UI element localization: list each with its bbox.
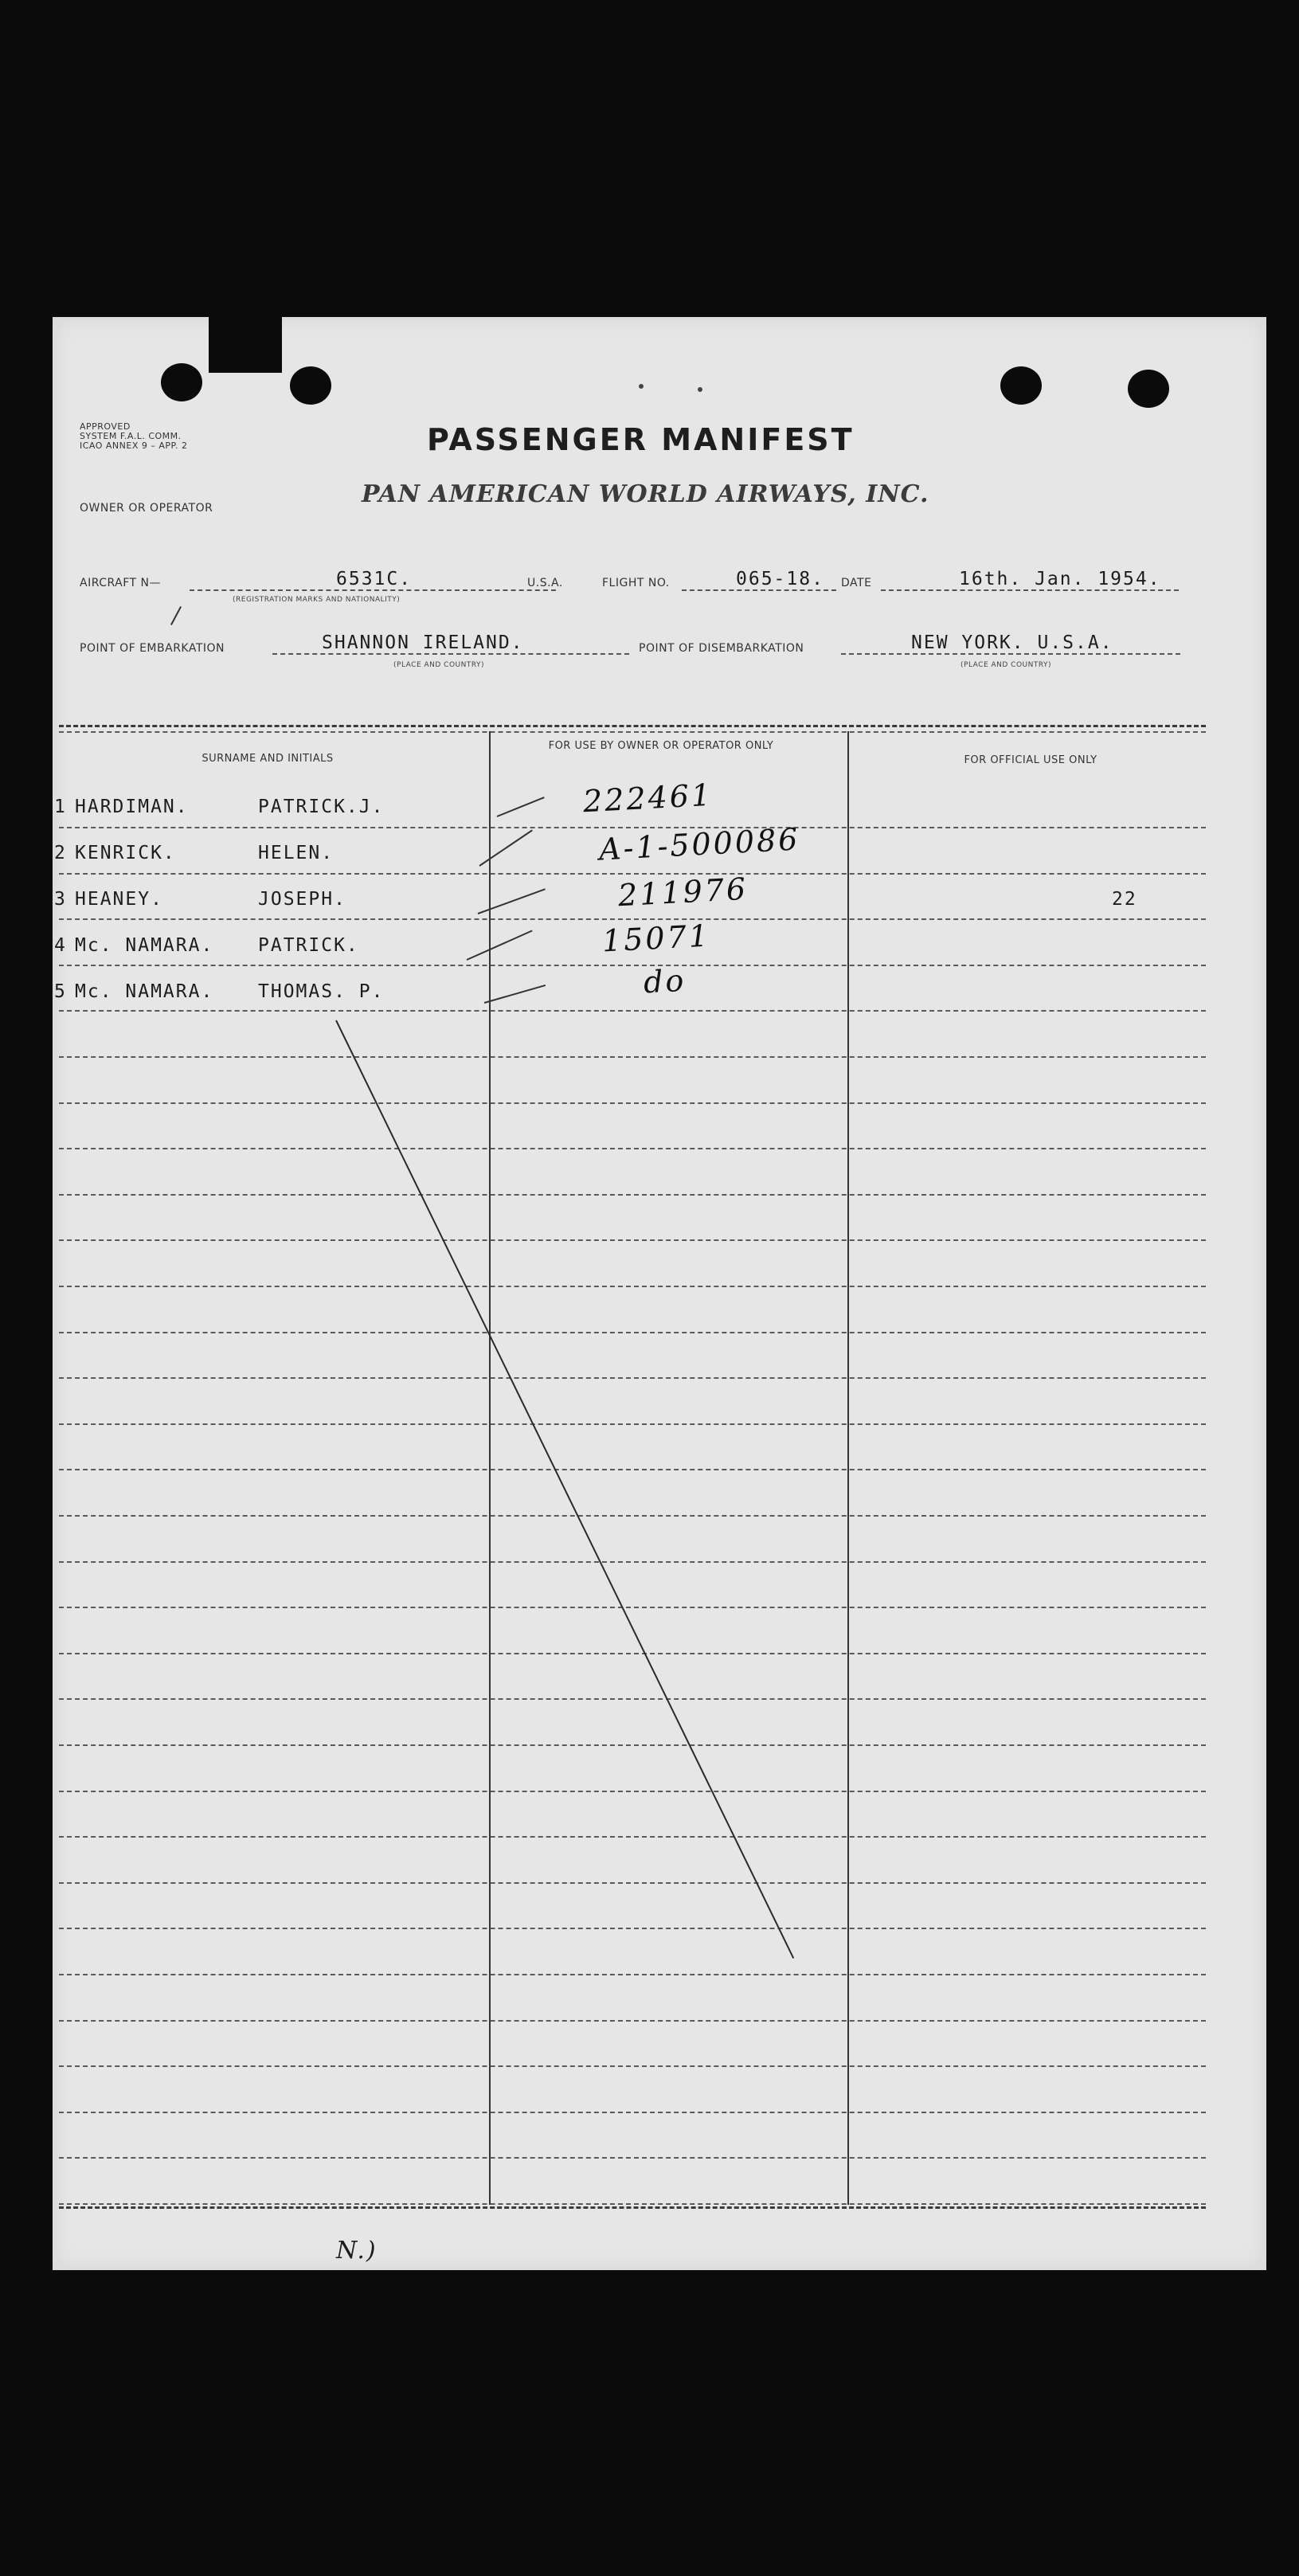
punch-hole	[1000, 366, 1042, 405]
date-value: 16th. Jan. 1954.	[959, 569, 1161, 589]
embark-fill-line	[272, 653, 629, 655]
passenger-given-name: JOSEPH.	[258, 889, 346, 910]
check-mark	[467, 930, 533, 960]
row-number: 1	[54, 797, 65, 817]
column-header-official: FOR OFFICIAL USE ONLY	[964, 754, 1097, 766]
disembark-label: POINT OF DISEMBARKATION	[639, 642, 804, 655]
passenger-reference: do	[642, 962, 687, 1000]
row-rule	[59, 2157, 1206, 2159]
row-rule	[59, 2112, 1206, 2113]
row-number: 5	[54, 981, 65, 1002]
table-bottom-rule	[59, 2206, 1206, 2209]
row-rule	[59, 1607, 1206, 1608]
passenger-reference: 15071	[601, 918, 711, 959]
row-rule	[59, 1102, 1206, 1104]
passenger-reference: A-1-500086	[598, 821, 801, 867]
table-top-rule	[59, 731, 1206, 733]
row-rule	[59, 1148, 1206, 1149]
flight-fill-line	[682, 589, 836, 591]
row-rule	[59, 827, 1206, 828]
row-rule	[59, 1469, 1206, 1470]
row-rule	[59, 2020, 1206, 2022]
approval-line: APPROVED	[80, 421, 131, 432]
row-rule	[59, 1377, 1206, 1379]
row-rule	[59, 1286, 1206, 1287]
row-rule	[59, 1194, 1206, 1196]
row-rule	[59, 1239, 1206, 1241]
row-rule	[59, 1515, 1206, 1517]
page-tab	[209, 317, 282, 373]
row-number: 4	[54, 935, 65, 956]
date-label: DATE	[841, 577, 872, 589]
column-header-owner: FOR USE BY OWNER OR OPERATOR ONLY	[548, 740, 774, 752]
row-rule	[59, 1974, 1206, 1975]
usa-label: U.S.A.	[527, 577, 563, 589]
check-mark	[479, 829, 532, 866]
disembark-value: NEW YORK. U.S.A.	[911, 632, 1113, 653]
page-title: PASSENGER MANIFEST	[427, 422, 855, 457]
pen-mark	[170, 606, 182, 625]
punch-hole	[1128, 370, 1169, 408]
disembark-fill-line	[841, 653, 1180, 655]
row-rule	[59, 1056, 1206, 1058]
disembark-sub: (PLACE AND COUNTRY)	[961, 661, 1052, 669]
passenger-reference: 222461	[581, 777, 714, 820]
row-rule	[59, 873, 1206, 875]
row-rule	[59, 1744, 1206, 1746]
passenger-given-name: HELEN.	[258, 843, 335, 863]
embark-label: POINT OF EMBARKATION	[80, 642, 225, 655]
column-header-names: SURNAME AND INITIALS	[202, 753, 334, 765]
row-rule	[59, 1928, 1206, 1929]
passenger-surname: HEANEY.	[75, 889, 163, 910]
strike-through-line	[335, 1020, 794, 1959]
embark-sub: (PLACE AND COUNTRY)	[393, 661, 485, 669]
row-rule	[59, 2065, 1206, 2067]
row-rule	[59, 1010, 1206, 1012]
passenger-given-name: THOMAS. P.	[258, 981, 385, 1002]
row-rule	[59, 1561, 1206, 1563]
row-rule	[59, 965, 1206, 966]
row-rule	[59, 1791, 1206, 1792]
passenger-given-name: PATRICK.J.	[258, 797, 385, 817]
row-rule	[59, 1698, 1206, 1700]
embark-value: SHANNON IRELAND.	[322, 632, 524, 653]
column-divider	[847, 731, 849, 2205]
manifest-sheet	[53, 317, 1266, 2270]
approval-line: ICAO ANNEX 9 – APP. 2	[80, 440, 188, 451]
speck	[698, 387, 702, 392]
column-divider	[489, 731, 491, 2205]
aircraft-value: 6531C.	[336, 569, 413, 589]
owner-label: OWNER OR OPERATOR	[80, 502, 213, 515]
passenger-surname: Mc. NAMARA.	[75, 935, 214, 956]
aircraft-fill-line	[190, 589, 556, 591]
check-mark	[478, 888, 546, 914]
check-mark	[497, 797, 545, 817]
punch-hole	[290, 366, 331, 405]
approval-line: SYSTEM F.A.L. COMM.	[80, 431, 182, 441]
row-rule	[59, 1882, 1206, 1884]
official-value: 22	[1112, 889, 1137, 910]
speck	[639, 384, 644, 389]
row-number: 2	[54, 843, 65, 863]
flight-value: 065-18.	[736, 569, 824, 589]
footer-handwriting: N.)	[336, 2237, 378, 2265]
row-rule	[59, 1836, 1206, 1838]
date-fill-line	[881, 589, 1179, 591]
row-rule	[59, 1653, 1206, 1654]
airline-name: PAN AMERICAN WORLD AIRWAYS, INC.	[362, 480, 929, 508]
passenger-surname: Mc. NAMARA.	[75, 981, 214, 1002]
check-mark	[484, 985, 546, 1004]
punch-hole	[161, 363, 202, 401]
passenger-reference: 211976	[616, 871, 749, 914]
aircraft-label: AIRCRAFT N—	[80, 577, 162, 589]
passenger-surname: HARDIMAN.	[75, 797, 189, 817]
row-rule	[59, 918, 1206, 920]
row-number: 3	[54, 889, 65, 910]
flight-label: FLIGHT NO.	[602, 577, 670, 589]
passenger-surname: KENRICK.	[75, 843, 176, 863]
table-top-rule	[59, 725, 1206, 727]
aircraft-sub: (REGISTRATION MARKS AND NATIONALITY)	[233, 596, 401, 604]
row-rule	[59, 2203, 1206, 2205]
row-rule	[59, 1423, 1206, 1425]
passenger-given-name: PATRICK.	[258, 935, 359, 956]
row-rule	[59, 1332, 1206, 1333]
